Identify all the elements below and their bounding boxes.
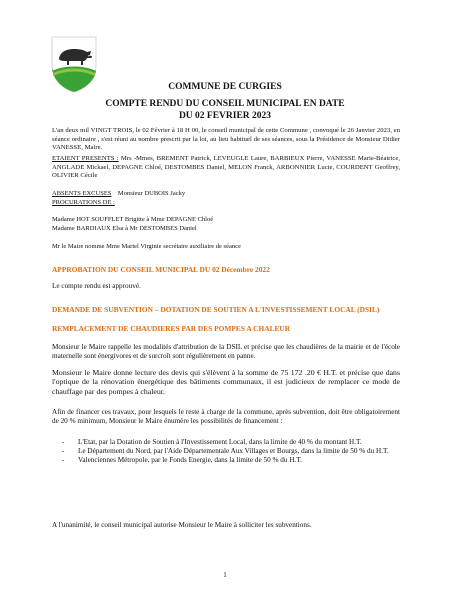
- dsil-paragraph-1: Monsieur le Maire rappelle les modalités d'attribution de la DSIL et précise que les chaudières de la mairie et de l'école maternelle sont énergivores et de surcroît sont régulièrement en panne.: [52, 343, 400, 361]
- absents-label: ABSENTS EXCUSES: [52, 190, 112, 197]
- dsil-paragraph-3: Afin de financer ces travaux, pour lesquels le reste à charge de la commune, après subvention, doit être obligatoirement de 20 % minimum, Monsieur le Maire énumère les possibilités de financement :: [52, 408, 400, 426]
- list-item: [62, 456, 400, 465]
- procurations-label-text: PROCURATIONS DE :: [52, 199, 115, 206]
- absents-text: Monsieur DUBOIS Jacky: [117, 190, 186, 197]
- list-item-text: Le Département du Nord, par l'Aide Départementale Aux Villages et Bourgs, dans la limite de 50 % du H.T.: [78, 447, 389, 456]
- section-heading-chaudieres: REMPLACEMENT DE CHAUDIERES PAR DES POMPES A CHALEUR: [52, 324, 291, 333]
- approbation-text: Le compte rendu est approuvé.: [52, 282, 141, 290]
- commune-heading: COMMUNE DE CURGIES: [168, 82, 282, 92]
- procuration-item: Madame BARDIAUX Elsa à Mr DESTOMBES Daniel: [52, 225, 197, 232]
- presents-list: Mrs -Mmes, BREMENT Patrick, LEVEUGLE Laure, BARBIEUX Pierre, VANESSE Marie-Béatrice, ANGLADE Mickael, DEPAGNE Chloé, DESTOMBES Daniel, MELON Franck, ARBONNIER Lucie, COURDENT Geoffrey, OLIVIER Cécile: [52, 155, 400, 180]
- list-item: [62, 438, 400, 447]
- dsil-paragraph-2: Monsieur le Maire donne lecture des devis qui s'élèvent à la somme de 75 172 .20 € H.T. et précise que dans l'optique de la rénovation énergétique des bâtiments communaux, il est judicieux de remplacer ce mode de chauffage par des pompes à chaleur.: [52, 368, 400, 396]
- page-title: COMPTE RENDU DU CONSEIL MUNICIPAL EN DATE: [105, 99, 345, 109]
- section-heading-dsil: DEMANDE DE SUBVENTION – DOTATION DE SOUTIEN A L'INVESTISSEMENT LOCAL (DSIL): [52, 305, 380, 314]
- absents-line: [52, 190, 400, 199]
- procuration-item: Madame HOT SOUFFLET Brigitte à Mme DEPAGNE Chloé: [52, 216, 214, 223]
- financing-list: [62, 438, 400, 465]
- list-item: [62, 447, 400, 456]
- dash-icon: -: [62, 456, 65, 465]
- presents-paragraph: [52, 155, 400, 181]
- intro-paragraph: L'an deux mil VINGT TROIS, le 02 Février à 18 H 00, le conseil municipal de cette Commune , convoqué le 26 Janvier 2023, en séance ordinaire , s'est réuni au nombre prescrit par la loi, au lieu habituel de ses séances, sous la Présidence de Monsieur Didier VANESSE, Maire.: [52, 127, 400, 152]
- page-title-date: DU 02 FEVRIER 2023: [178, 111, 272, 121]
- list-item-text: L'Etat, par la Dotation de Soutien à l'Investissement Local, dans la limite de 40 % du montant H.T.: [78, 438, 362, 446]
- page-number: 1: [223, 571, 227, 579]
- presents-label: ETAIENT PRESENTS :: [52, 155, 119, 162]
- secretary-line: Mr le Maire nomme Mme Martel Virginie secrétaire auxiliaire de séance: [52, 243, 241, 250]
- dash-icon: -: [62, 447, 65, 456]
- section-heading-approbation: APPROBATION DU CONSEIL MUNICIPAL DU 02 Décembre 2022: [52, 265, 270, 274]
- procurations-label: [52, 199, 400, 208]
- dash-icon: -: [62, 438, 65, 446]
- list-item-text: Valenciennes Métropole, par le Fonds Energie, dans la limite de 50 % du H.T.: [78, 456, 302, 465]
- conclusion-paragraph: A l'unanimité, le conseil municipal autorise Monsieur le Maire à solliciter les subventions.: [52, 521, 312, 529]
